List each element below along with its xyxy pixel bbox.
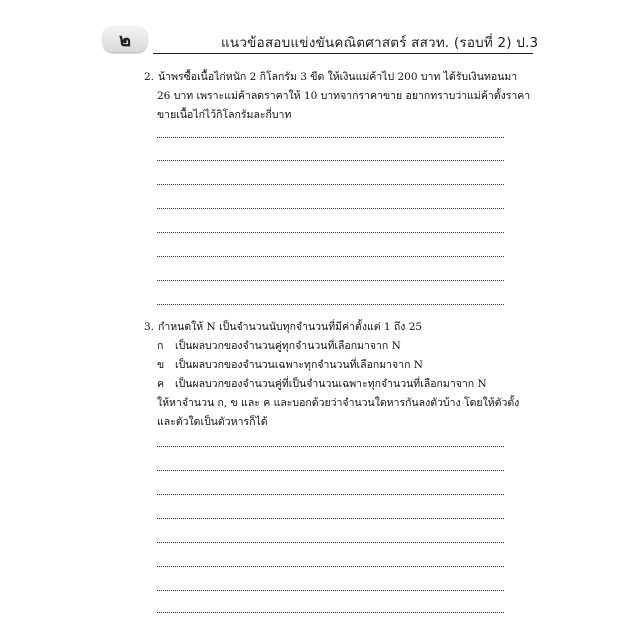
answer-line[interactable]: [157, 590, 504, 591]
question-3-option-b: ข เป็นผลบวกของจำนวนเฉพาะทุกจำนวนที่เลือกมาจาก N: [157, 359, 423, 371]
answer-line[interactable]: [157, 566, 504, 567]
question-3-line-2: และตัวใดเป็นตัวหารก็ได้: [157, 416, 268, 428]
answer-line[interactable]: [157, 518, 504, 519]
page-header: [103, 22, 539, 56]
answer-line[interactable]: [157, 160, 504, 161]
answer-line[interactable]: [157, 184, 504, 185]
question-2-line-1: 2. น้าพรซื้อเนื้อไก่หนัก 2 กิโลกรัม 3 ขีด ให้เงินแม่ค้าไป 200 บาท ได้รับเงินทอนมา: [144, 68, 519, 87]
question-3-intro: 3. กำหนดให้ N เป็นจำนวนนับทุกจำนวนที่มีค่าตั้งแต่ 1 ถึง 25: [144, 318, 519, 337]
header-underline: [153, 53, 533, 54]
answer-line[interactable]: [157, 612, 504, 613]
answer-line[interactable]: [157, 256, 504, 257]
question-3-option-c: ค เป็นผลบวกของจำนวนคู่ที่เป็นจำนวนเฉพาะทุกจำนวนที่เลือกมาจาก N: [157, 378, 487, 390]
question-2-number: 2.: [144, 71, 155, 83]
question-2-line-3: ขายเนื้อไก่ไว้กิโลกรัมละกี่บาท: [157, 109, 292, 121]
answer-line[interactable]: [157, 470, 504, 471]
question-2-line-2: 26 บาท เพราะแม่ค้าลดราคาให้ 10 บาทจากราคาขาย อยากทราบว่าแม่ค้าตั้งราคา: [157, 90, 531, 102]
answer-line[interactable]: [157, 208, 504, 209]
question-3-option-a: ก เป็นผลบวกของจำนวนคู่ทุกจำนวนที่เลือกมาจาก N: [157, 340, 401, 352]
page-number-tab: [103, 26, 147, 52]
answer-line[interactable]: [157, 280, 504, 281]
question-2: [144, 68, 531, 125]
answer-line[interactable]: [157, 137, 504, 138]
question-3-number: 3.: [144, 321, 155, 333]
answer-line[interactable]: [157, 494, 504, 495]
page-number: ๒: [119, 29, 131, 51]
page-header-title: แนวข้อสอบแข่งขันคณิตศาสตร์ สสวท. (รอบที่ 2) ป.3: [221, 35, 539, 51]
question-3: [144, 318, 519, 432]
answer-line[interactable]: [157, 542, 504, 543]
answer-line[interactable]: [157, 304, 504, 305]
question-3-line-1: ให้หาจำนวน ก, ข และ ค และบอกด้วยว่าจำนวนใดหารกันลงตัวบ้าง โดยให้ตัวตั้ง: [157, 397, 520, 409]
answer-line[interactable]: [157, 446, 504, 447]
answer-line[interactable]: [157, 232, 504, 233]
